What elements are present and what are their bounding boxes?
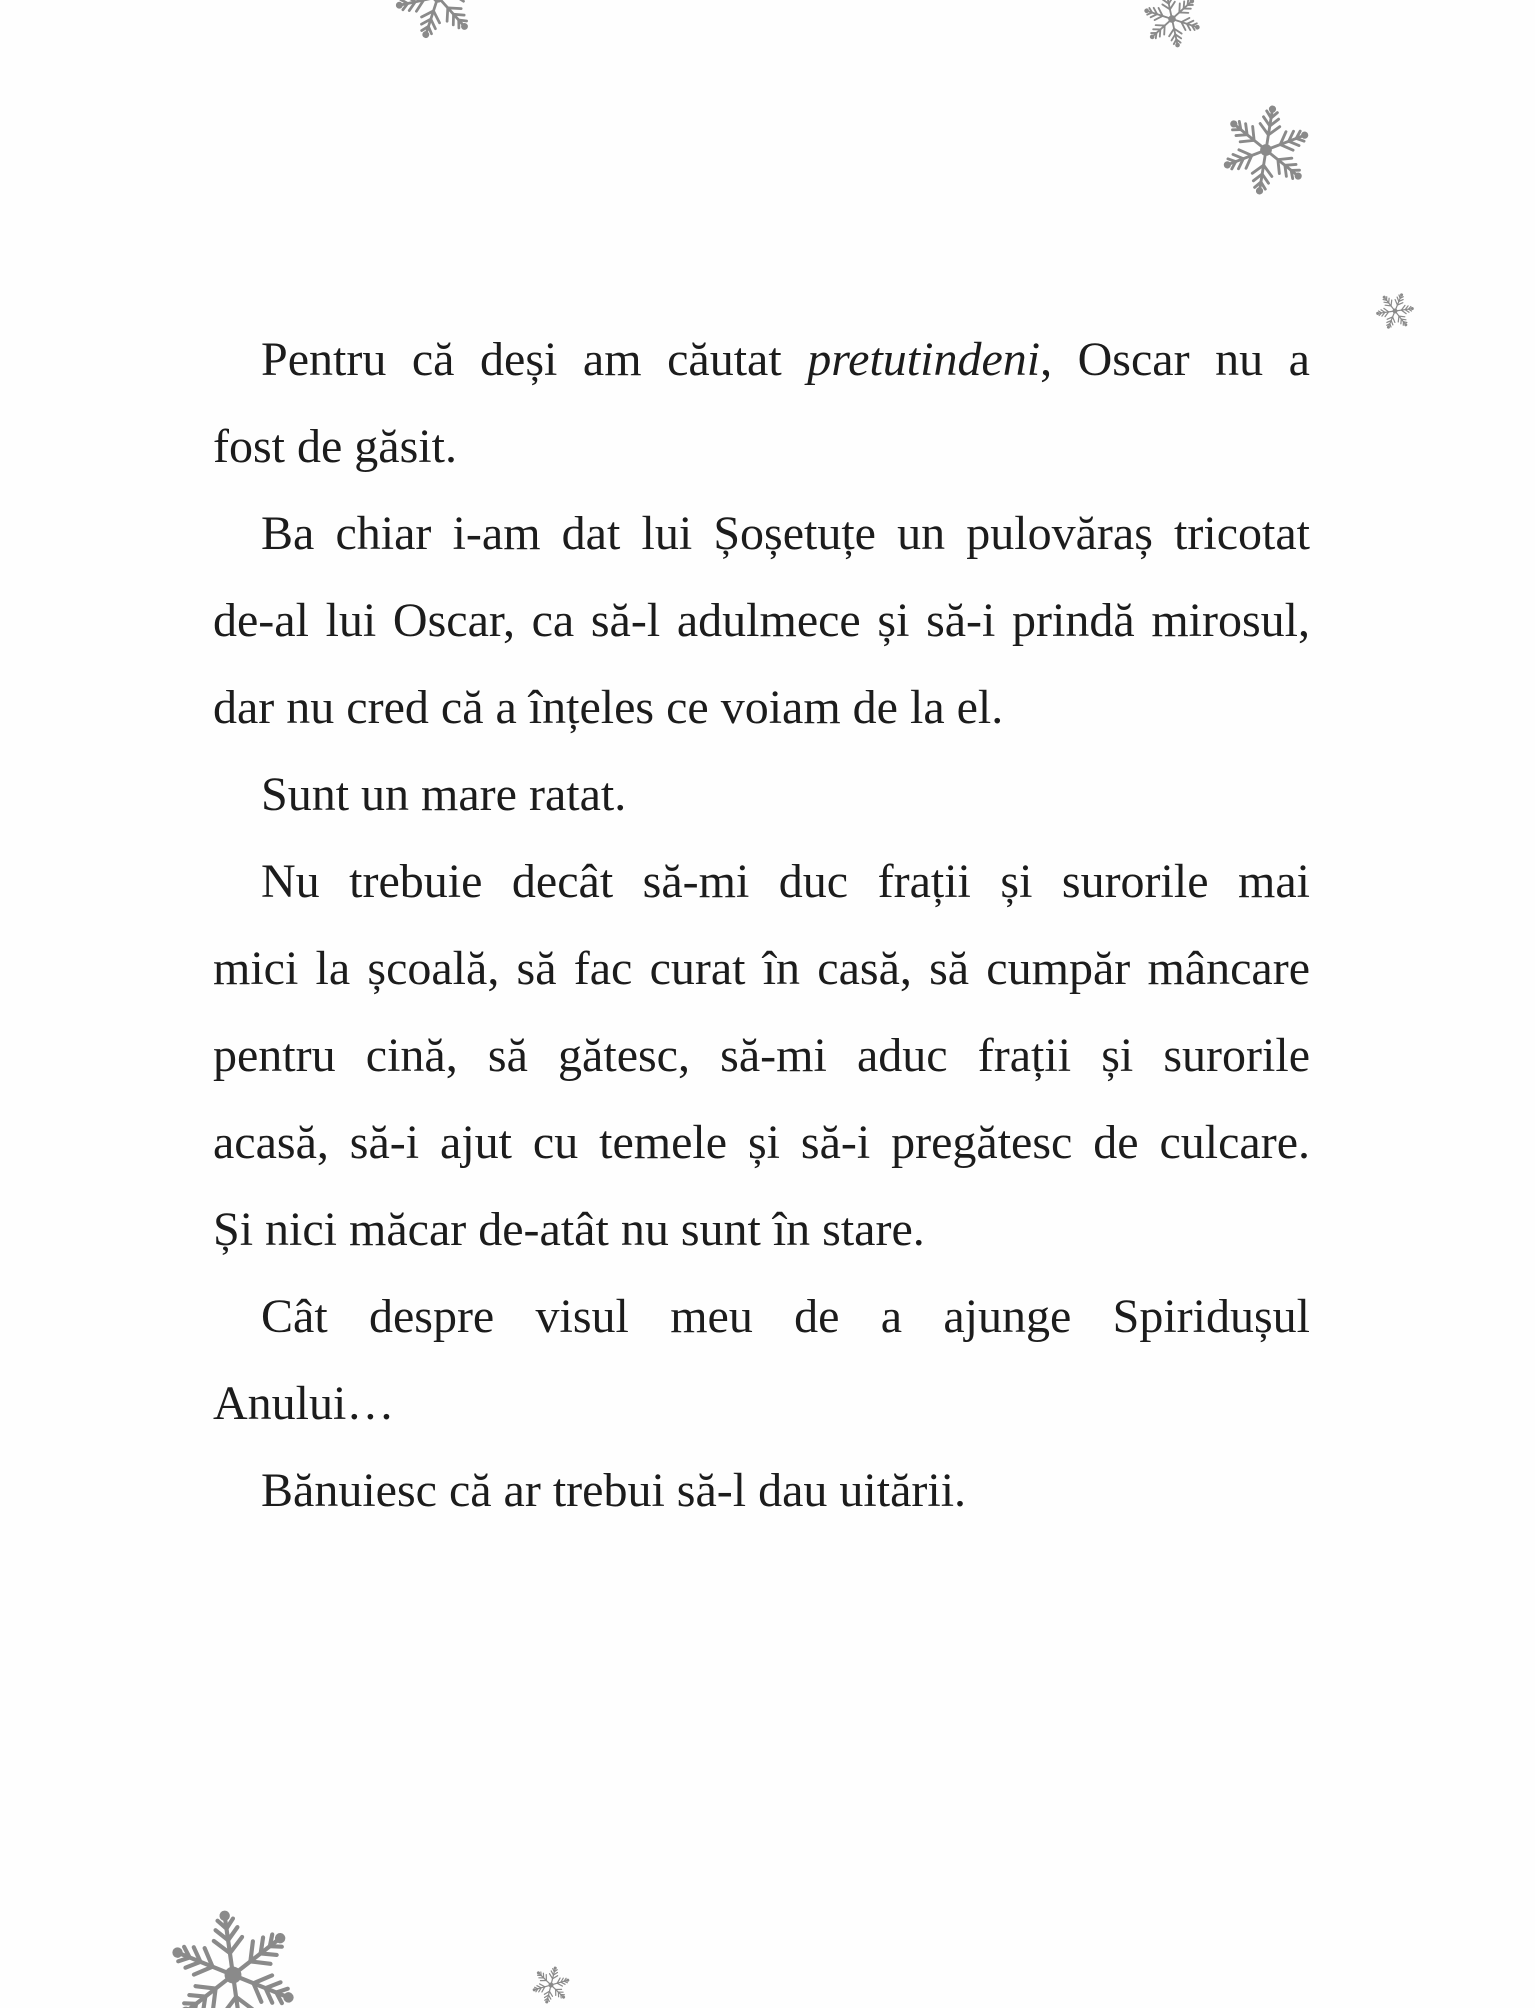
text-line	[213, 1273, 1310, 1360]
text-run: Ba chiar i-am dat lui Șoșetuțe un pulovăraș tricotat	[261, 507, 1310, 560]
text-run: Nu trebuie decât să-mi duc frații și surorile mai	[261, 855, 1310, 908]
text-run: fost de găsit.	[213, 420, 457, 473]
snowflake-icon	[1215, 99, 1318, 202]
text-line	[213, 751, 1310, 838]
text-run: Sunt un mare ratat.	[261, 768, 627, 821]
text-line	[213, 1186, 1310, 1273]
text-line	[213, 316, 1310, 403]
text-run: Pentru că deși am căutat	[261, 333, 808, 386]
page-text	[213, 316, 1310, 1534]
text-line	[213, 577, 1310, 664]
snowflake-icon	[528, 1962, 574, 2008]
text-run: dar nu cred că a înțeles ce voiam de la el.	[213, 681, 1004, 734]
text-run: de-al lui Oscar, ca să-l adulmece și să-i prindă mirosul,	[213, 594, 1310, 647]
text-run: Cât despre visul meu de a ajunge Spiridușul	[261, 1290, 1310, 1343]
text-line	[213, 1012, 1310, 1099]
snowflake-icon	[1138, 0, 1207, 53]
text-run: Bănuiesc că ar trebui să-l dau uitării.	[261, 1464, 967, 1517]
text-run: Anului…	[213, 1377, 395, 1430]
italic-text-run: pretutindeni	[807, 333, 1041, 386]
text-line	[213, 1099, 1310, 1186]
snowflake-icon	[160, 1902, 307, 2008]
snowflake-icon	[384, 0, 492, 51]
text-line	[213, 403, 1310, 490]
text-run: acasă, să-i ajut cu temele și să-i pregătesc de culcare.	[213, 1116, 1310, 1169]
text-run: pentru cină, să gătesc, să-mi aduc frații și surorile	[213, 1029, 1310, 1082]
text-line	[213, 1360, 1310, 1447]
text-run: , Oscar nu a	[1040, 333, 1310, 386]
text-line	[213, 664, 1310, 751]
text-line	[213, 490, 1310, 577]
text-run: Și nici măcar de-atât nu sunt în stare.	[213, 1203, 925, 1256]
text-line	[213, 925, 1310, 1012]
snowflake-icon	[1370, 286, 1419, 335]
text-line	[213, 838, 1310, 925]
text-line	[213, 1447, 1310, 1534]
text-run: mici la școală, să fac curat în casă, să cumpăr mâncare	[213, 942, 1310, 995]
